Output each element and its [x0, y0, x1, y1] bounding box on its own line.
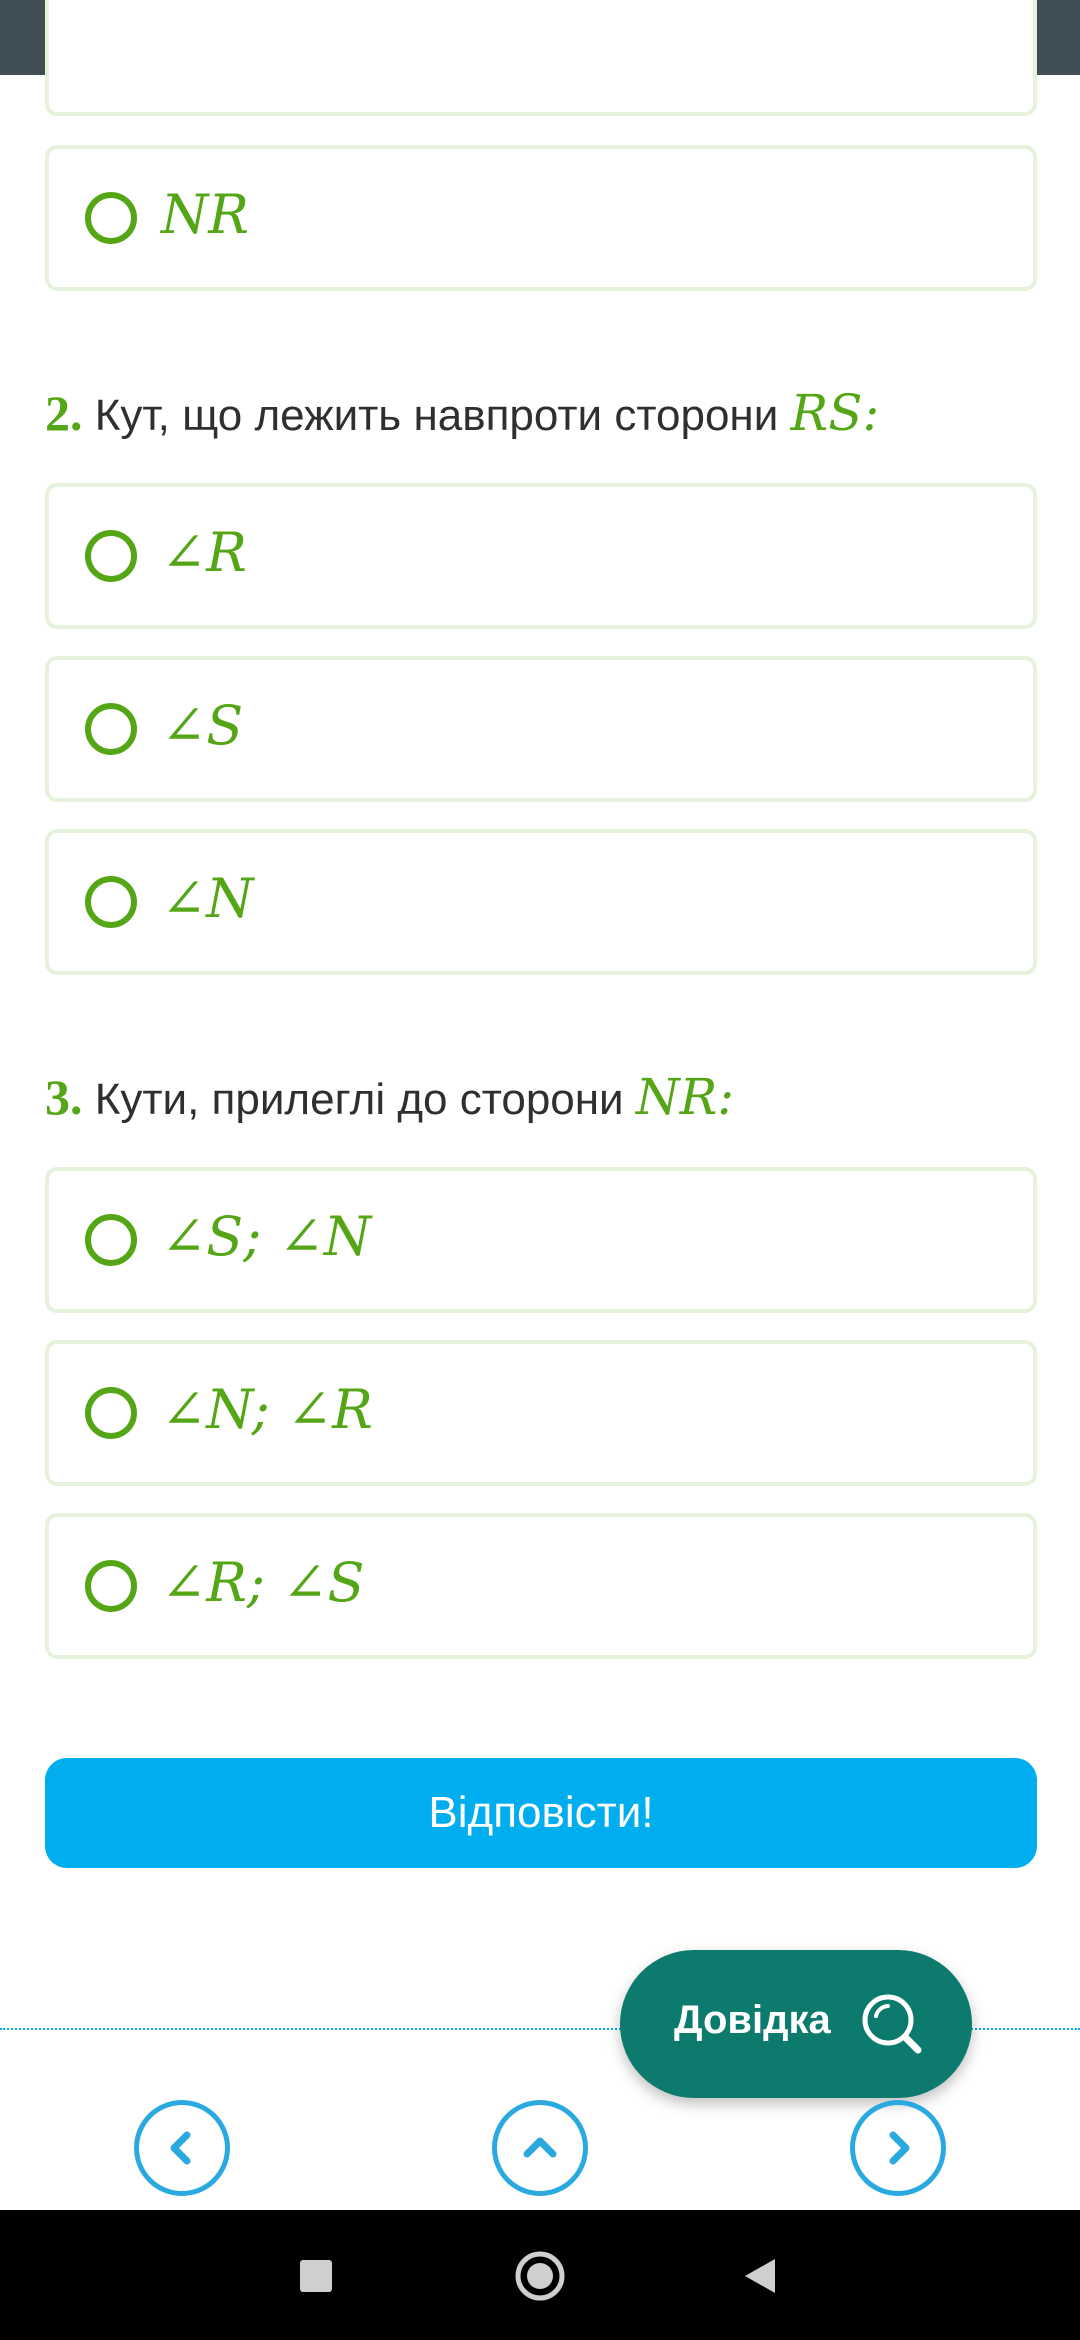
- option-card[interactable]: [45, 145, 1037, 291]
- option-label: ∠N: [161, 867, 254, 930]
- radio-button[interactable]: [85, 1214, 137, 1266]
- radio-button[interactable]: [85, 876, 137, 928]
- option-label: ∠R: [161, 521, 247, 584]
- question-2: [45, 384, 879, 442]
- question-text: Кути, прилеглі до сторони: [94, 1075, 624, 1124]
- radio-button[interactable]: [85, 192, 137, 244]
- option-card[interactable]: [45, 1513, 1037, 1659]
- recents-button[interactable]: [300, 2260, 332, 2292]
- question-number: 2.: [45, 385, 83, 441]
- option-card[interactable]: [45, 829, 1037, 975]
- up-button[interactable]: [492, 2100, 588, 2196]
- option-card[interactable]: [45, 483, 1037, 629]
- system-nav-bar: [0, 2210, 1080, 2340]
- question-3: [45, 1068, 734, 1126]
- chevron-up-icon: [515, 2123, 565, 2173]
- radio-button[interactable]: [85, 1560, 137, 1612]
- question-suffix: :: [862, 384, 880, 442]
- question-suffix: :: [717, 1068, 735, 1126]
- option-label: ∠N; ∠R: [161, 1378, 373, 1441]
- question-text: Кут, що лежить навпроти сторони: [94, 391, 779, 440]
- radio-button[interactable]: [85, 703, 137, 755]
- option-card[interactable]: [45, 1167, 1037, 1313]
- answer-button[interactable]: Відповісти!: [45, 1758, 1037, 1868]
- prev-button[interactable]: [134, 2100, 230, 2196]
- option-label: ∠S; ∠N: [161, 1205, 372, 1268]
- help-label: Довідка: [674, 1998, 831, 2042]
- chevron-left-icon: [157, 2123, 207, 2173]
- question-number: 3.: [45, 1069, 83, 1125]
- option-label: ∠R; ∠S: [161, 1551, 365, 1614]
- chevron-right-icon: [873, 2123, 923, 2173]
- option-card[interactable]: [45, 1340, 1037, 1486]
- radio-button[interactable]: [85, 530, 137, 582]
- next-button[interactable]: [850, 2100, 946, 2196]
- search-icon: [854, 1986, 934, 2071]
- option-label: NR: [161, 183, 249, 246]
- option-label: ∠S: [161, 694, 244, 757]
- help-button[interactable]: [620, 1950, 972, 2098]
- back-button[interactable]: [745, 2259, 775, 2293]
- option-card[interactable]: [45, 656, 1037, 802]
- radio-button[interactable]: [85, 1387, 137, 1439]
- question-math: NR: [635, 1068, 718, 1126]
- question-math: RS: [790, 384, 863, 442]
- option-card-partial[interactable]: [45, 0, 1037, 116]
